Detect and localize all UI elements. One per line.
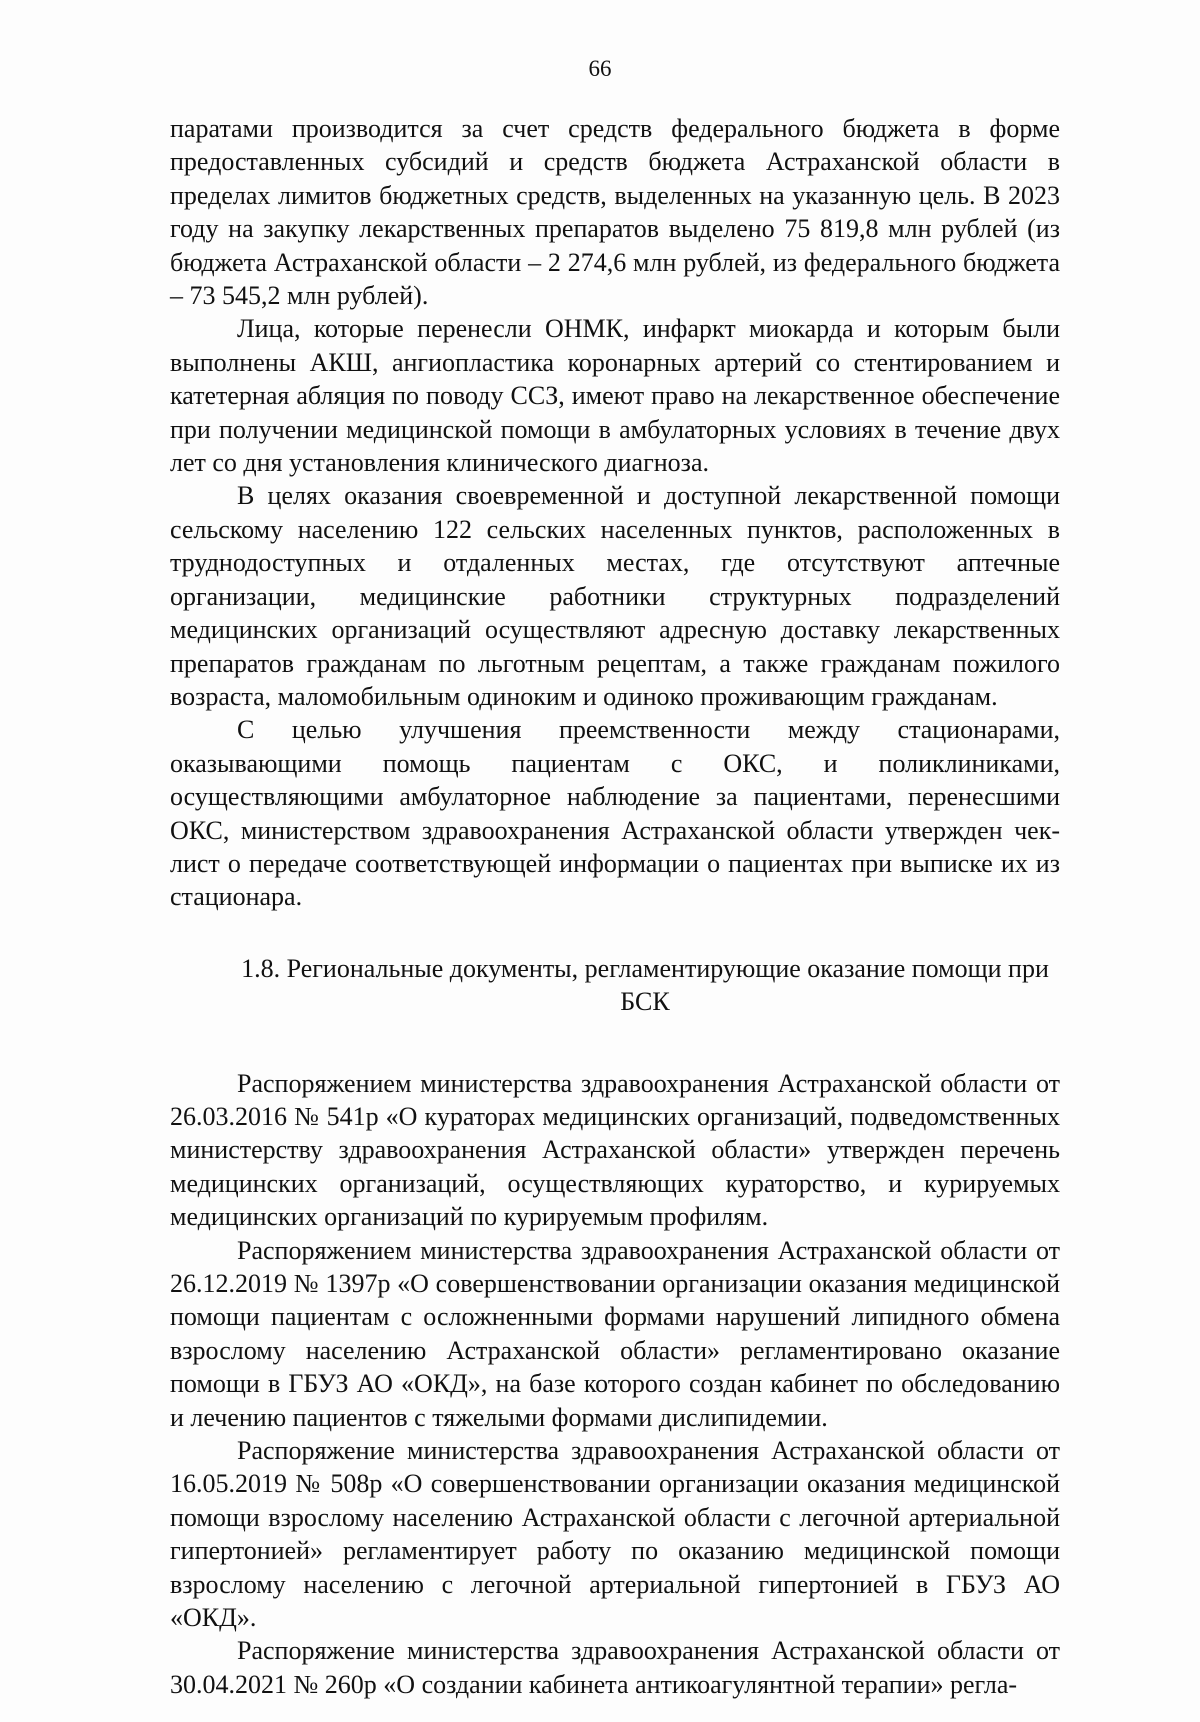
- paragraph: В целях оказания своевременной и доступной лекарственной помощи сельскому населению 122 сельских населенных пунктов, расположенных в труднодоступных и отдаленных местах, где отсутствуют аптечные организации, медицинские работники структурных подразделений медицинских организаций осуществляют адресную доставку лекарственных препаратов гражданам по льготным рецептам, а также гражданам пожилого возраста, маломобильным одиноким и одиноко проживающим гражданам.: [170, 481, 1060, 711]
- paragraph: Лица, которые перенесли ОНМК, инфаркт миокарда и которым были выполнены АКШ, ангиопластика коронарных артерий со стентированием и катетерная абляция по поводу ССЗ, имеют право на лекарственное обеспечение при получении медицинской помощи в амбулаторных условиях в течение двух лет со дня установления клинического диагноза.: [170, 314, 1060, 478]
- paragraph: С целью улучшения преемственности между стационарами, оказывающими помощь пациентам с ОКС, и поликлиниками, осуществляющими амбулаторное наблюдение за пациентами, перенесшими ОКС, министерством здравоохранения Астраханской области утвержден чек-лист о передаче соответствующей информации о пациентах при выписке их из стационара.: [170, 715, 1060, 912]
- paragraph: Распоряжение министерства здравоохранения Астраханской области от 30.04.2021 № 260р «О создании кабинета антикоагулянтной терапии» регла-: [170, 1636, 1060, 1699]
- section-heading-line: 1.8. Региональные документы, регламентирующие оказание помощи при: [241, 953, 1049, 983]
- section-heading: [170, 952, 1060, 1019]
- paragraph: Распоряжение министерства здравоохранения Астраханской области от 16.05.2019 № 508р «О совершенствовании организации оказания медицинской помощи взрослому населению Астраханской области с легочной артериальной гипертонией» регламентирует работу по оказанию медицинской помощи взрослому населению с легочной артериальной гипертонией в ГБУЗ АО «ОКД».: [170, 1436, 1060, 1633]
- document-body: [170, 112, 1060, 1701]
- paragraph: паратами производится за счет средств федерального бюджета в форме предоставленных субсидий и средств бюджета Астраханской области в пределах лимитов бюджетных средств, выделенных на указанную цель. В 2023 году на закупку лекарственных препаратов выделено 75 819,8 млн рублей (из бюджета Астраханской области – 2 274,6 млн рублей, из федерального бюджета – 73 545,2 млн рублей).: [170, 114, 1060, 311]
- paragraph: Распоряжением министерства здравоохранения Астраханской области от 26.12.2019 № 1397р «О совершенствовании организации оказания медицинской помощи пациентам с осложненными формами нарушений липидного обмена взрослому населению Астраханской области» регламентировано оказание помощи в ГБУЗ АО «ОКД», на базе которого создан кабинет по обследованию и лечению пациентов с тяжелыми формами дислипидемии.: [170, 1235, 1060, 1432]
- section-heading-line: БСК: [620, 987, 670, 1017]
- paragraph: Распоряжением министерства здравоохранения Астраханской области от 26.03.2016 № 541р «О кураторах медицинских организаций, подведомственных министерству здравоохранения Астраханской области» утвержден перечень медицинских организаций, осуществляющих кураторство, и курируемых медицинских организаций по курируемым профилям.: [170, 1068, 1060, 1232]
- page-number: 66: [588, 56, 612, 81]
